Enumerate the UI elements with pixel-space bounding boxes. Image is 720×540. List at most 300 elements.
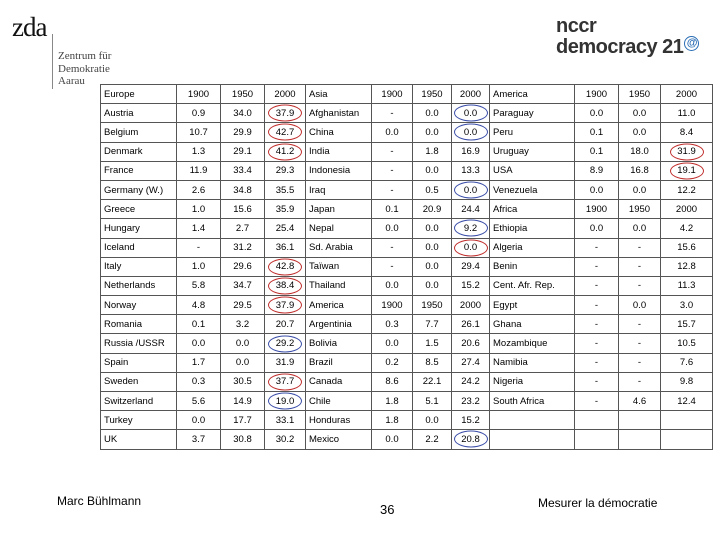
table-row xyxy=(101,430,713,449)
value-cell xyxy=(177,411,221,430)
value-cell xyxy=(575,123,619,142)
cell-text: 2000 xyxy=(675,88,698,100)
value-cell xyxy=(661,392,713,411)
cell-text: 9.2 xyxy=(463,222,478,234)
value-cell xyxy=(413,161,452,180)
cell-text: 0.0 xyxy=(632,107,647,119)
name-cell xyxy=(101,180,177,199)
name-cell xyxy=(306,276,372,295)
name-cell xyxy=(490,85,575,104)
value-cell xyxy=(575,257,619,276)
cell-text: Spain xyxy=(104,357,129,369)
cell-text: Japan xyxy=(309,203,335,215)
value-cell xyxy=(372,200,413,219)
name-cell xyxy=(490,334,575,353)
value-cell xyxy=(413,123,452,142)
value-cell xyxy=(372,372,413,391)
name-cell xyxy=(306,85,372,104)
name-cell xyxy=(306,334,372,353)
cell-text: Uruguay xyxy=(493,146,529,158)
name-cell xyxy=(101,334,177,353)
value-cell xyxy=(265,372,306,391)
name-cell xyxy=(101,257,177,276)
cell-text: 7.7 xyxy=(425,318,439,330)
name-cell xyxy=(101,276,177,295)
value-cell xyxy=(575,353,619,372)
name-cell xyxy=(490,257,575,276)
value-cell xyxy=(452,238,490,257)
cell-text: Norway xyxy=(104,299,137,311)
cell-text: 36.1 xyxy=(275,242,295,254)
cell-text: 0.0 xyxy=(235,338,250,350)
value-cell xyxy=(372,315,413,334)
cell-text: Nepal xyxy=(309,222,334,234)
table-row xyxy=(101,238,713,257)
cell-text: 26.1 xyxy=(461,318,480,330)
value-cell xyxy=(265,238,306,257)
value-cell xyxy=(575,238,619,257)
cell-text: 1950 xyxy=(628,88,651,100)
cell-text: 31.9 xyxy=(275,357,295,369)
value-cell xyxy=(452,430,490,449)
value-cell xyxy=(452,296,490,315)
value-cell xyxy=(661,219,713,238)
value-cell xyxy=(413,180,452,199)
cell-text: - xyxy=(637,338,642,350)
cell-text: 0.0 xyxy=(191,338,206,350)
cell-text: 0.0 xyxy=(632,126,647,138)
cell-text: 10.5 xyxy=(677,338,696,350)
cell-text: 0.0 xyxy=(632,222,647,234)
value-cell xyxy=(177,315,221,334)
nccr-logo-line-2 xyxy=(556,36,706,58)
cell-text: 33.1 xyxy=(275,414,295,426)
cell-text: Namibia xyxy=(493,357,528,369)
cell-text: 24.2 xyxy=(461,376,480,388)
cell-text: Mexico xyxy=(309,433,340,445)
cell-text: 1900 xyxy=(585,88,608,100)
cell-text: 2000 xyxy=(274,88,296,100)
zda-logo-subtitle xyxy=(58,50,111,88)
value-cell xyxy=(372,296,413,315)
value-cell xyxy=(619,104,661,123)
value-cell xyxy=(265,142,306,161)
value-cell xyxy=(619,161,661,180)
cell-text: 25.4 xyxy=(275,222,295,234)
value-cell xyxy=(413,276,452,295)
cell-text: 16.8 xyxy=(630,165,649,177)
cell-text: - xyxy=(594,357,599,369)
cell-text: 5.1 xyxy=(425,395,439,407)
cell-text: Denmark xyxy=(104,146,143,158)
cell-text: 9.8 xyxy=(679,376,694,388)
zda-logo xyxy=(12,12,112,87)
cell-text: 0.1 xyxy=(589,146,604,158)
page-number: 36 xyxy=(380,502,395,517)
cell-text: Italy xyxy=(104,261,122,273)
cell-text: 29.2 xyxy=(275,338,295,350)
cell-text: 38.4 xyxy=(275,280,295,292)
cell-text: 27.4 xyxy=(461,357,480,369)
value-cell xyxy=(265,257,306,276)
cell-text: 15.2 xyxy=(461,414,480,426)
name-cell xyxy=(490,123,575,142)
cell-text: Taïwan xyxy=(309,261,340,273)
value-cell xyxy=(661,238,713,257)
cell-text: 17.7 xyxy=(233,414,252,426)
cell-text: Peru xyxy=(493,126,514,138)
cell-text: 0.0 xyxy=(235,357,250,369)
cell-text: 4.6 xyxy=(632,395,647,407)
cell-text: Switzerland xyxy=(104,395,154,407)
value-cell xyxy=(221,353,265,372)
name-cell xyxy=(490,296,575,315)
value-cell xyxy=(265,180,306,199)
value-cell xyxy=(177,123,221,142)
name-cell xyxy=(490,276,575,295)
value-cell xyxy=(221,334,265,353)
value-cell xyxy=(661,104,713,123)
cell-text: 0.0 xyxy=(589,184,604,196)
value-cell xyxy=(221,430,265,449)
name-cell xyxy=(306,372,372,391)
cell-text: Ghana xyxy=(493,318,522,330)
nccr-logo xyxy=(556,16,706,58)
value-cell xyxy=(452,315,490,334)
value-cell xyxy=(661,296,713,315)
cell-text: 0.0 xyxy=(191,414,206,426)
value-cell xyxy=(413,219,452,238)
cell-text: 0.0 xyxy=(425,242,439,254)
cell-text: 29.4 xyxy=(461,261,480,273)
cell-text: 15.7 xyxy=(677,318,696,330)
cell-text: 7.6 xyxy=(679,357,694,369)
cell-text: UK xyxy=(104,433,118,445)
cell-text: Austria xyxy=(104,107,134,119)
cell-text: 37.7 xyxy=(275,376,295,388)
value-cell xyxy=(265,85,306,104)
value-cell xyxy=(372,276,413,295)
value-cell xyxy=(177,200,221,219)
cell-text: 23.2 xyxy=(461,395,480,407)
cell-text: 1.7 xyxy=(191,357,206,369)
name-cell xyxy=(306,411,372,430)
value-cell xyxy=(661,257,713,276)
value-cell xyxy=(265,353,306,372)
cell-text: 14.9 xyxy=(233,395,252,407)
value-cell xyxy=(619,372,661,391)
cell-text: 2000 xyxy=(459,299,482,311)
cell-text: Indonesia xyxy=(309,165,351,177)
cell-text: 5.6 xyxy=(191,395,206,407)
cell-text: 1.3 xyxy=(191,146,206,158)
table-row xyxy=(101,353,713,372)
zda-logo-line-3: Aarau xyxy=(58,75,85,87)
value-cell xyxy=(265,123,306,142)
name-cell xyxy=(101,430,177,449)
name-cell xyxy=(490,200,575,219)
value-cell xyxy=(575,85,619,104)
value-cell xyxy=(372,257,413,276)
name-cell xyxy=(101,238,177,257)
value-cell xyxy=(452,392,490,411)
value-cell xyxy=(372,238,413,257)
value-cell xyxy=(619,85,661,104)
value-cell xyxy=(619,296,661,315)
table-row xyxy=(101,276,713,295)
cell-text: 0.1 xyxy=(191,318,206,330)
value-cell xyxy=(575,296,619,315)
cell-text: 0.1 xyxy=(385,203,399,215)
value-cell xyxy=(661,353,713,372)
cell-text: 0.0 xyxy=(425,165,439,177)
footer-title: Mesurer la démocratie xyxy=(538,496,658,510)
value-cell xyxy=(413,411,452,430)
value-cell xyxy=(661,180,713,199)
value-cell xyxy=(413,85,452,104)
cell-text: Sweden xyxy=(104,376,139,388)
value-cell xyxy=(372,161,413,180)
cell-text: Europe xyxy=(104,88,135,100)
name-cell xyxy=(306,200,372,219)
name-cell xyxy=(306,257,372,276)
value-cell xyxy=(619,353,661,372)
cell-text: - xyxy=(594,280,599,292)
cell-text: - xyxy=(594,338,599,350)
cell-text: - xyxy=(637,242,642,254)
name-cell xyxy=(490,411,575,430)
cell-text: Sd. Arabia xyxy=(309,242,353,254)
value-cell xyxy=(221,257,265,276)
name-cell xyxy=(306,104,372,123)
value-cell xyxy=(372,104,413,123)
value-cell xyxy=(221,85,265,104)
value-cell xyxy=(619,200,661,219)
cell-text: 15.2 xyxy=(461,280,480,292)
value-cell xyxy=(177,276,221,295)
cell-text: Turkey xyxy=(104,414,133,426)
cell-text: 1950 xyxy=(421,88,443,100)
name-cell xyxy=(101,142,177,161)
cell-text: 42.8 xyxy=(275,261,295,273)
cell-text: 1.5 xyxy=(425,338,439,350)
cell-text: 37.9 xyxy=(275,107,295,119)
cell-text: 0.0 xyxy=(385,222,399,234)
name-cell xyxy=(306,123,372,142)
value-cell xyxy=(413,296,452,315)
table-row xyxy=(101,161,713,180)
value-cell xyxy=(265,430,306,449)
value-cell xyxy=(372,180,413,199)
value-cell xyxy=(221,392,265,411)
name-cell xyxy=(306,296,372,315)
value-cell xyxy=(452,353,490,372)
value-cell xyxy=(265,392,306,411)
cell-text: Netherlands xyxy=(104,280,156,292)
nccr-logo-text: democracy 21 xyxy=(556,36,684,58)
cell-text: Cent. Afr. Rep. xyxy=(493,280,555,292)
value-cell xyxy=(619,392,661,411)
value-cell xyxy=(661,411,713,430)
name-cell xyxy=(490,238,575,257)
value-cell xyxy=(372,142,413,161)
value-cell xyxy=(661,161,713,180)
value-cell xyxy=(177,334,221,353)
name-cell xyxy=(306,392,372,411)
value-cell xyxy=(265,334,306,353)
value-cell xyxy=(413,142,452,161)
cell-text: Egypt xyxy=(493,299,518,311)
democracy-data-table xyxy=(100,84,713,450)
value-cell xyxy=(221,411,265,430)
cell-text: 1900 xyxy=(585,203,608,215)
value-cell xyxy=(619,142,661,161)
table-row xyxy=(101,372,713,391)
cell-text: Germany (W.) xyxy=(104,184,164,196)
zda-logo-line-1: Zentrum für xyxy=(58,50,112,62)
cell-text: 0.1 xyxy=(589,126,604,138)
value-cell xyxy=(177,142,221,161)
cell-text: 0.0 xyxy=(425,222,439,234)
value-cell xyxy=(413,104,452,123)
cell-text: Honduras xyxy=(309,414,351,426)
value-cell xyxy=(221,296,265,315)
cell-text: China xyxy=(309,126,334,138)
cell-text: Ethiopia xyxy=(493,222,528,234)
cell-text: - xyxy=(390,146,394,158)
cell-text: 34.0 xyxy=(233,107,252,119)
cell-text: 8.6 xyxy=(385,376,399,388)
cell-text: - xyxy=(390,107,394,119)
cell-text: 1.8 xyxy=(385,395,399,407)
name-cell xyxy=(490,142,575,161)
cell-text: Afghanistan xyxy=(309,107,360,119)
cell-text: 1950 xyxy=(421,299,443,311)
value-cell xyxy=(575,430,619,449)
zda-logo-line-2: Demokratie xyxy=(58,62,110,75)
value-cell xyxy=(452,372,490,391)
value-cell xyxy=(661,276,713,295)
name-cell xyxy=(490,392,575,411)
value-cell xyxy=(661,200,713,219)
cell-text: Nigeria xyxy=(493,376,524,388)
footer-author: Marc Bühlmann xyxy=(57,494,142,508)
value-cell xyxy=(661,85,713,104)
name-cell xyxy=(490,315,575,334)
cell-text: 15.6 xyxy=(233,203,252,215)
cell-text: 2.7 xyxy=(235,222,250,234)
value-cell xyxy=(265,200,306,219)
name-cell xyxy=(490,161,575,180)
value-cell xyxy=(452,276,490,295)
cell-text: 0.0 xyxy=(385,126,399,138)
cell-text: Benin xyxy=(493,261,518,273)
cell-text: 4.2 xyxy=(679,222,694,234)
cell-text: 29.1 xyxy=(233,146,252,158)
value-cell xyxy=(619,219,661,238)
value-cell xyxy=(452,411,490,430)
value-cell xyxy=(575,142,619,161)
cell-text: 1900 xyxy=(381,299,403,311)
cell-text: 0.0 xyxy=(463,107,478,119)
value-cell xyxy=(177,257,221,276)
value-cell xyxy=(452,104,490,123)
value-cell xyxy=(575,180,619,199)
cell-text: Iraq xyxy=(309,184,326,196)
cell-text: 11.9 xyxy=(189,165,208,177)
table-row xyxy=(101,219,713,238)
value-cell xyxy=(575,411,619,430)
cell-text: 35.5 xyxy=(275,184,295,196)
cell-text: 0.5 xyxy=(425,184,439,196)
value-cell xyxy=(619,315,661,334)
value-cell xyxy=(413,334,452,353)
value-cell xyxy=(619,411,661,430)
value-cell xyxy=(221,315,265,334)
cell-text: 15.6 xyxy=(677,242,696,254)
table-row xyxy=(101,334,713,353)
name-cell xyxy=(101,372,177,391)
cell-text: Chile xyxy=(309,395,331,407)
value-cell xyxy=(265,219,306,238)
name-cell xyxy=(306,180,372,199)
cell-text: 2.6 xyxy=(191,184,206,196)
name-cell xyxy=(101,161,177,180)
value-cell xyxy=(372,85,413,104)
cell-text: Paraguay xyxy=(493,107,534,119)
table-row xyxy=(101,392,713,411)
cell-text: 13.3 xyxy=(461,165,480,177)
name-cell xyxy=(490,353,575,372)
cell-text: 18.0 xyxy=(630,146,649,158)
value-cell xyxy=(177,372,221,391)
cell-text: 16.9 xyxy=(461,146,480,158)
cell-text: 1900 xyxy=(187,88,210,100)
value-cell xyxy=(372,123,413,142)
value-cell xyxy=(177,161,221,180)
cell-text: Romania xyxy=(104,318,143,330)
value-cell xyxy=(265,104,306,123)
cell-text: 0.0 xyxy=(385,338,399,350)
name-cell xyxy=(306,353,372,372)
name-cell xyxy=(101,411,177,430)
cell-text: 8.9 xyxy=(589,165,604,177)
cell-text: Argentinia xyxy=(309,318,352,330)
table-row xyxy=(101,85,713,104)
value-cell xyxy=(661,142,713,161)
cell-text: - xyxy=(196,242,201,254)
name-cell xyxy=(101,104,177,123)
cell-text: 0.0 xyxy=(463,242,478,254)
value-cell xyxy=(661,334,713,353)
value-cell xyxy=(619,238,661,257)
cell-text: Asia xyxy=(309,88,328,100)
value-cell xyxy=(221,238,265,257)
cell-text: 1900 xyxy=(381,88,403,100)
cell-text: - xyxy=(637,357,642,369)
cell-text: 24.4 xyxy=(461,203,480,215)
cell-text: 0.2 xyxy=(385,357,399,369)
cell-text: 30.2 xyxy=(275,433,295,445)
cell-text: - xyxy=(390,184,394,196)
cell-text: India xyxy=(309,146,330,158)
cell-text: 41.2 xyxy=(275,146,295,158)
value-cell xyxy=(413,430,452,449)
value-cell xyxy=(452,142,490,161)
value-cell xyxy=(619,123,661,142)
value-cell xyxy=(265,276,306,295)
name-cell xyxy=(101,353,177,372)
